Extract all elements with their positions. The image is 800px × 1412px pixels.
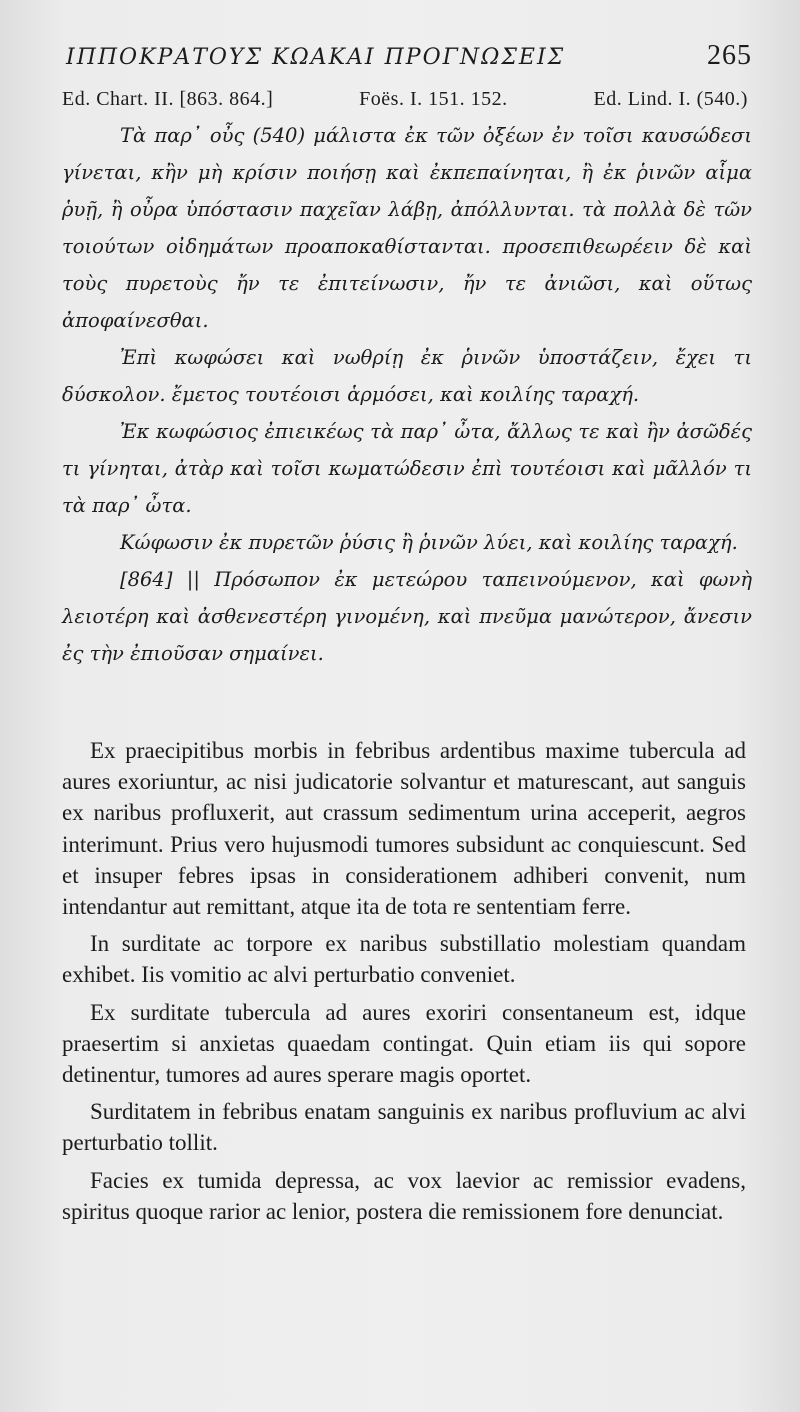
latin-paragraph: Ex surditate tubercula ad aures exoriri consentaneum est, idque praesertim si anxietas quaedam contingat. Quin etiam iis qui sopore detinentur, tumores ad aures sperare magis oportet.	[62, 999, 746, 1088]
latin-paragraph: Surditatem in febribus enatam sanguinis ex naribus profluvium ac alvi perturbatio tollit.	[62, 1099, 746, 1156]
ref-foesius: Foës. I. 151. 152.	[359, 88, 508, 110]
greek-paragraph: [864] || Πρόσωπον ἐκ μετεώρου ταπεινούμενον, καὶ φωνὴ λειοτέρη καὶ ἀσθενεστέρη γινομένη, καὶ πνεῦμα μανώτερον, ἄνεσιν ἐς τὴν ἐπιοῦσαν σημαίνει.	[62, 568, 752, 665]
latin-translation	[62, 735, 752, 1227]
running-head	[62, 40, 752, 88]
latin-paragraph: Facies ex tumida depressa, ac vox laevior ac remissior evadens, spiritus quoque rarior ac lenior, postera die remissionem fore denunciat.	[62, 1167, 746, 1224]
latin-paragraph: Ex praecipitibus morbis in febribus ardentibus maxime tubercula ad aures exoriuntur, ac nisi judicatorie solvantur et maturescant, aut sanguis ex naribus profluxerit, aut crassum sedimentum urina acceperit, aegros interimunt. Prius vero hujusmodi tumores subsidunt ac conquiescunt. Sed et insuper febres ipsas in considerationem adhiberi convenit, num intendantur aut remittant, atque ita de tota re sententiam ferre.	[62, 738, 746, 920]
running-title: ΙΠΠΟΚΡΑΤΟΥΣ ΚΩΑΚΑΙ ΠΡΟΓΝΩΣΕΙΣ	[66, 45, 566, 70]
latin-paragraph: In surditate ac torpore ex naribus substillatio molestiam quandam exhibet. Iis vomitio ac alvi perturbatio conveniet.	[62, 931, 746, 988]
greek-text	[62, 117, 752, 672]
greek-paragraph: Ἐπὶ κωφώσει καὶ νωθρίῃ ἐκ ῥινῶν ὑποστάζειν, ἔχει τι δύσκολον. ἔμετος τουτέοισι ἁρμόσει, καὶ κοιλίης ταραχή.	[62, 346, 752, 406]
greek-paragraph: Ἐκ κωφώσιος ἐπιεικέως τὰ παρ᾽ ὦτα, ἄλλως τε καὶ ἢν ἀσῶδές τι γίνηται, ἀτὰρ καὶ τοῖσι κωματώδεσιν ἐπὶ τουτέοισι καὶ μᾶλλόν τι τὰ παρ᾽ ὦτα.	[62, 420, 752, 517]
edition-references	[62, 88, 752, 111]
greek-paragraph: Τὰ παρ᾽ οὖς (540) μάλιστα ἐκ τῶν ὀξέων ἐν τοῖσι καυσώδεσι γίνεται, κἢν μὴ κρίσιν ποιήσῃ καὶ ἐκπεπαίνηται, ἢ ἐκ ῥινῶν αἷμα ῥυῇ, ἢ οὖρα ὑπόστασιν παχεῖαν λάβῃ, ἀπόλλυνται. τὰ πολλὰ δὲ τῶν τοιούτων οἰδημάτων προαποκαθίστανται. προσεπιθεωρέειν δὲ καὶ τοὺς πυρετοὺς ἤν τε ἐπιτείνωσιν, ἤν τε ἀνιῶσι, καὶ οὕτως ἀποφαίνεσθαι.	[62, 124, 752, 332]
ref-lind: Ed. Lind. I. (540.)	[593, 88, 748, 110]
page-number: 265	[707, 40, 752, 71]
greek-paragraph: Κώφωσιν ἐκ πυρετῶν ῥύσις ἢ ῥινῶν λύει, καὶ κοιλίης ταραχή.	[120, 531, 738, 554]
ref-chartier: Ed. Chart. II. [863. 864.]	[62, 88, 274, 110]
